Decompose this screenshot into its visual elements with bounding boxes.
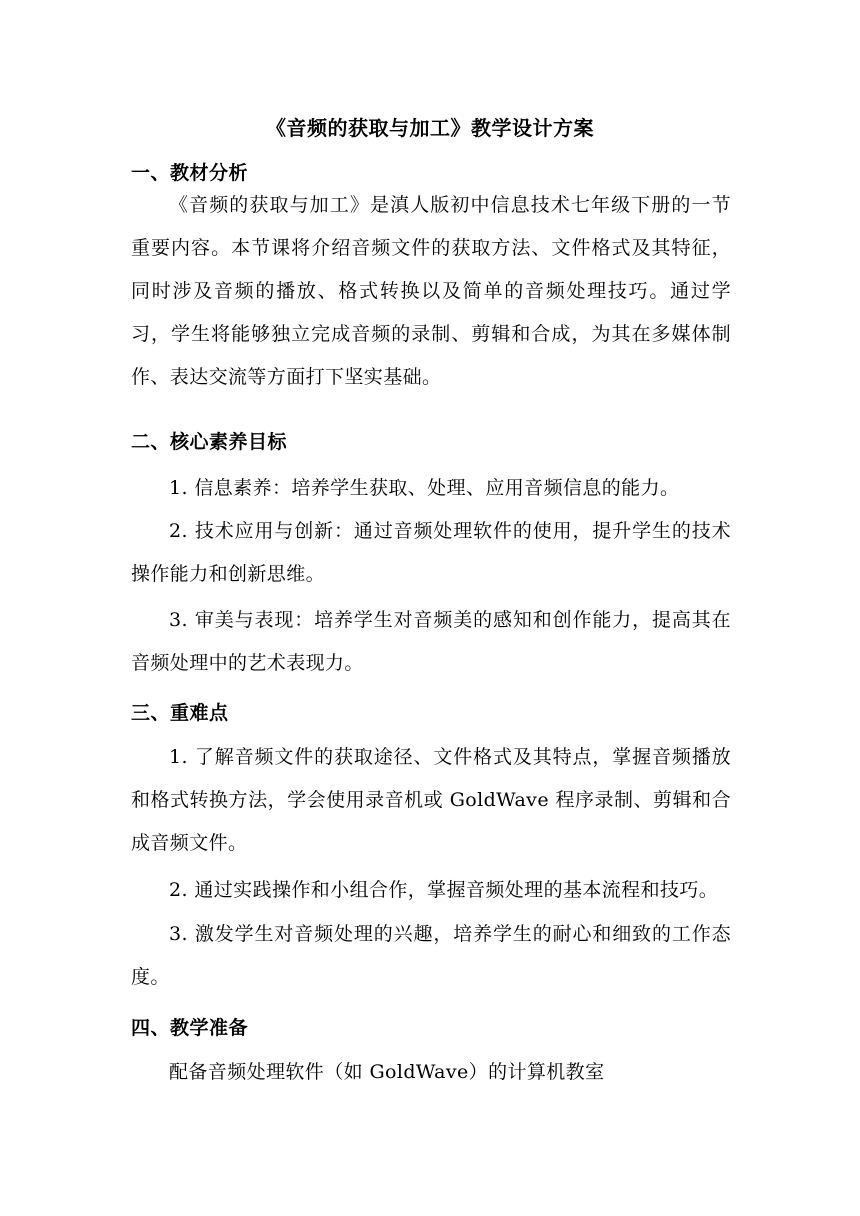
paragraph-goal-aesthetics-expression: 3. 审美与表现：培养学生对音频美的感知和创作能力，提高其在音频处理中的艺术表现力。	[131, 609, 731, 674]
paragraph-key-point-2: 2. 通过实践操作和小组合作，掌握音频处理的基本流程和技巧。	[169, 879, 719, 901]
section-heading-textbook-analysis: 一、教材分析	[131, 162, 249, 184]
paragraph-goal-information-literacy: 1. 信息素养：培养学生获取、处理、应用音频信息的能力。	[169, 477, 680, 499]
paragraph-textbook-analysis: 《音频的获取与加工》是滇人版初中信息技术七年级下册的一节重要内容。本节课将介绍音频文件的获取方法、文件格式及其特征，同时涉及音频的播放、格式转换以及简单的音频处理技巧。通过学习，学生将能够独立完成音频的录制、剪辑和合成，为其在多媒体制作、表达交流等方面打下坚实基础。	[131, 194, 731, 388]
paragraph-key-point-3: 3. 激发学生对音频处理的兴趣，培养学生的耐心和细致的工作态度。	[131, 923, 731, 988]
document-title: 《音频的获取与加工》教学设计方案	[266, 116, 594, 140]
section-heading-teaching-preparation: 四、教学准备	[131, 1017, 249, 1039]
paragraph-goal-technology-innovation: 2. 技术应用与创新：通过音频处理软件的使用，提升学生的技术操作能力和创新思维。	[131, 520, 731, 585]
section-heading-key-difficult-points: 三、重难点	[131, 702, 229, 724]
section-heading-core-literacy-goals: 二、核心素养目标	[131, 431, 288, 453]
paragraph-teaching-preparation: 配备音频处理软件（如 GoldWave）的计算机教室	[169, 1061, 605, 1083]
paragraph-key-point-1: 1. 了解音频文件的获取途径、文件格式及其特点，掌握音频播放和格式转换方法，学会使用录音机或 GoldWave 程序录制、剪辑和合成音频文件。	[131, 746, 731, 854]
